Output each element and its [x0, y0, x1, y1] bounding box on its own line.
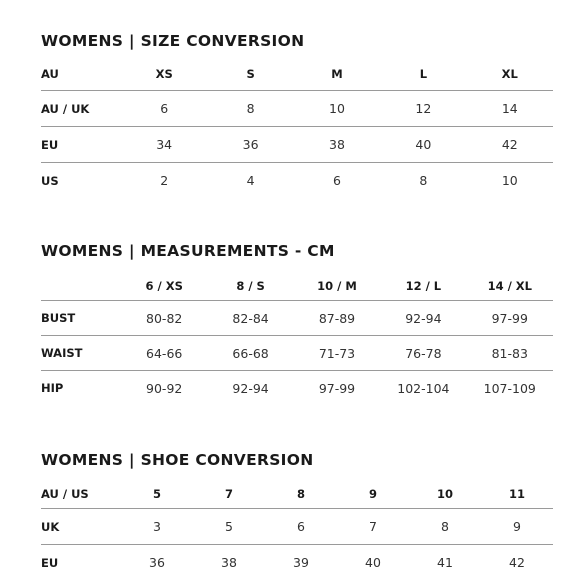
table-cell: 64-66: [121, 336, 207, 371]
column-header: AU: [41, 57, 121, 91]
column-header: 10 / M: [294, 271, 380, 301]
table-cell: 2: [160, 173, 169, 188]
table-cell: 92-94: [380, 301, 466, 336]
column-header: 11: [481, 479, 553, 509]
row-label: EU: [41, 127, 121, 163]
table-row: [41, 509, 553, 545]
table-cell: 6: [121, 91, 207, 127]
table-cell: 10: [501, 173, 518, 188]
size-conversion-section: [41, 31, 553, 198]
table-cell: 38: [294, 127, 380, 163]
column-header: 9: [337, 479, 409, 509]
table-cell: 41: [437, 555, 453, 570]
row-label: BUST: [41, 301, 121, 336]
table-row: [41, 545, 553, 580]
table-cell: 36: [149, 555, 165, 570]
table-cell: 8: [419, 173, 428, 188]
column-header: XL: [467, 57, 553, 91]
table-cell: 97-99: [318, 380, 356, 396]
row-label: AU / UK: [41, 91, 121, 127]
table-cell: 66-68: [207, 336, 293, 371]
column-header: 8: [265, 479, 337, 509]
column-header: 5: [121, 479, 193, 509]
table-cell: 80-82: [121, 301, 207, 336]
table-cell: 90-92: [146, 380, 183, 396]
table-cell: 7: [337, 509, 409, 545]
row-label: EU: [41, 555, 59, 570]
table-cell: 12: [380, 91, 466, 127]
column-header: 10: [409, 479, 481, 509]
table-cell: 36: [207, 127, 293, 163]
column-header: XS: [121, 57, 207, 91]
table-header-row: [41, 271, 553, 301]
table-cell: 5: [193, 509, 265, 545]
table-cell: 14: [467, 91, 553, 127]
table-cell: 76-78: [380, 336, 466, 371]
table-cell: 34: [121, 127, 207, 163]
table-cell: 40: [365, 555, 381, 570]
size-conversion-table: [41, 57, 553, 198]
table-cell: 10: [294, 91, 380, 127]
column-header: AU / US: [41, 479, 121, 509]
row-label: HIP: [41, 381, 64, 395]
table-cell: 92-94: [232, 380, 269, 396]
column-header: L: [380, 57, 466, 91]
table-cell: 42: [467, 127, 553, 163]
column-header: 12 / L: [380, 271, 466, 301]
table-row: [41, 371, 553, 406]
table-cell: 97-99: [467, 301, 553, 336]
table-cell: 38: [221, 555, 237, 570]
column-header: M: [294, 57, 380, 91]
table-row: [41, 127, 553, 163]
table-cell: 40: [380, 127, 466, 163]
column-header: 7: [193, 479, 265, 509]
row-label: US: [41, 173, 59, 188]
shoe-conversion-section: [41, 450, 553, 580]
measurements-table: [41, 271, 553, 405]
table-header-row: [41, 57, 553, 91]
table-header-row: [41, 479, 553, 509]
table-cell: 9: [481, 509, 553, 545]
size-conversion-title: WOMENS | SIZE CONVERSION: [41, 32, 305, 50]
table-cell: 39: [293, 555, 309, 570]
table-cell: 8: [409, 509, 481, 545]
table-cell: 6: [333, 173, 341, 188]
table-cell: 87-89: [294, 301, 380, 336]
table-cell: 3: [121, 509, 193, 545]
table-row: [41, 301, 553, 336]
measurements-section: [41, 241, 553, 405]
table-cell: 82-84: [207, 301, 293, 336]
column-header: 14 / XL: [467, 271, 553, 301]
table-cell: 71-73: [294, 336, 380, 371]
column-header: 6 / XS: [121, 271, 207, 301]
column-header: [41, 271, 121, 301]
table-cell: 102-104: [397, 380, 450, 396]
column-header: 8 / S: [207, 271, 293, 301]
table-cell: 42: [509, 555, 525, 570]
table-row: [41, 163, 553, 199]
measurements-title: WOMENS | MEASUREMENTS - CM: [41, 242, 335, 260]
table-cell: 81-83: [467, 336, 553, 371]
table-cell: 4: [246, 173, 255, 188]
table-cell: 8: [207, 91, 293, 127]
table-row: [41, 336, 553, 371]
column-header: S: [207, 57, 293, 91]
row-label: WAIST: [41, 336, 121, 371]
table-cell: 6: [265, 509, 337, 545]
shoe-conversion-table: [41, 479, 553, 580]
table-row: [41, 91, 553, 127]
table-cell: 107-109: [483, 380, 536, 396]
shoe-conversion-title: WOMENS | SHOE CONVERSION: [41, 451, 314, 469]
row-label: UK: [41, 509, 121, 545]
